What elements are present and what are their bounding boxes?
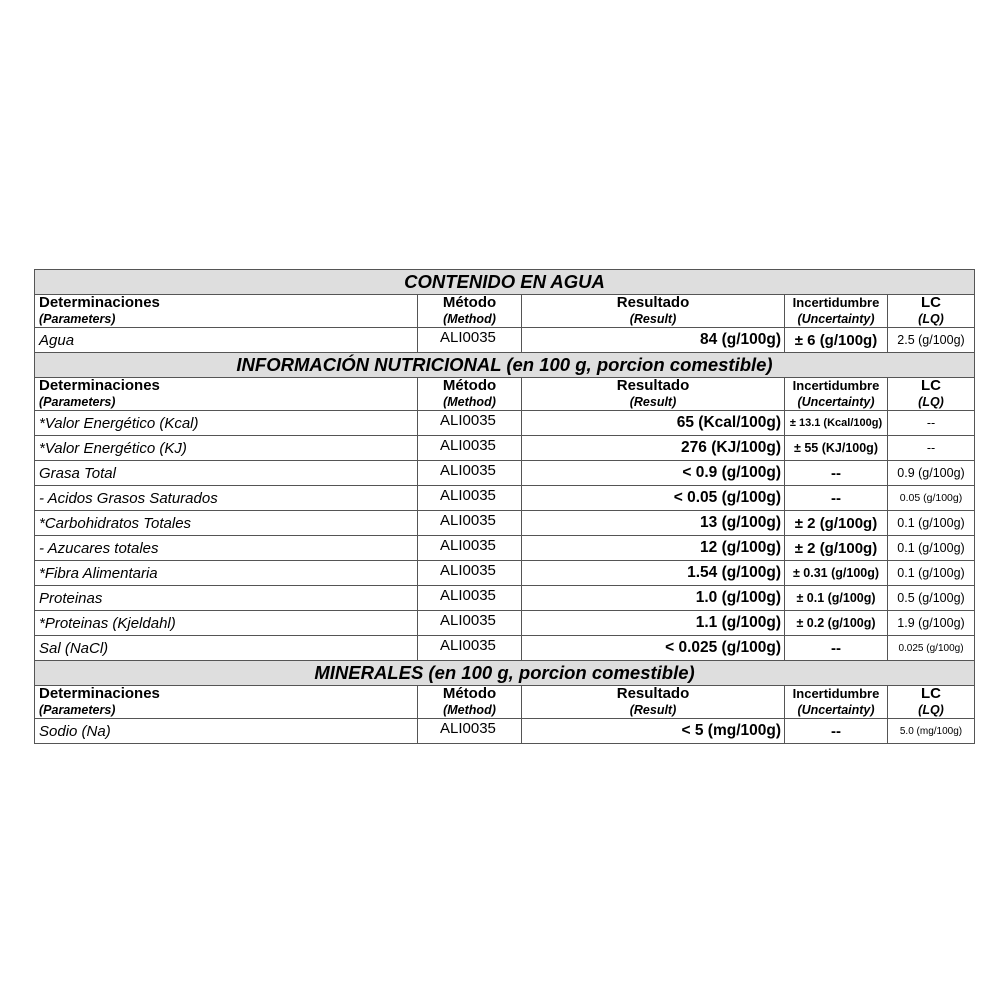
method-cell: ALI0035 (418, 611, 522, 636)
method-label: (Method) (443, 703, 496, 717)
table-row (35, 636, 975, 661)
lc-cell: 0.1 (g/100g) (888, 511, 975, 536)
determinaciones-header-cell (35, 295, 418, 328)
method-cell: ALI0035 (418, 636, 522, 661)
result-label: (Result) (629, 395, 677, 409)
result-label: (Result) (629, 312, 677, 326)
method-cell: ALI0035 (418, 586, 522, 611)
table-row (35, 511, 975, 536)
table-row (35, 719, 975, 744)
parameter-cell: Agua (35, 328, 418, 353)
table-row (35, 536, 975, 561)
resultado-header-cell (522, 378, 785, 411)
result-cell: < 5 (mg/100g) (522, 719, 785, 744)
lc-cell: 0.05 (g/100g) (888, 486, 975, 511)
uncertainty-label: (Uncertainty) (797, 703, 875, 717)
parameter-cell: *Fibra Alimentaria (35, 561, 418, 586)
incertidumbre-header-cell (785, 378, 888, 411)
metodo-header-cell (418, 295, 522, 328)
resultado-header-cell (522, 295, 785, 328)
uncertainty-cell: ± 2 (g/100g) (785, 536, 888, 561)
result-cell: < 0.05 (g/100g) (522, 486, 785, 511)
lc-cell: 0.1 (g/100g) (888, 536, 975, 561)
table-row (35, 328, 975, 353)
parameters-label: (Parameters) (39, 312, 116, 326)
parameter-cell: *Carbohidratos Totales (35, 511, 418, 536)
uncertainty-cell: ± 13.1 (Kcal/100g) (785, 411, 888, 436)
table-row (35, 461, 975, 486)
uncertainty-cell: ± 55 (KJ/100g) (785, 436, 888, 461)
method-cell: ALI0035 (418, 411, 522, 436)
resultado-label: Resultado (616, 685, 690, 702)
method-cell: ALI0035 (418, 561, 522, 586)
lc-cell: 0.025 (g/100g) (888, 636, 975, 661)
lc-cell: 2.5 (g/100g) (888, 328, 975, 353)
metodo-label: Método (442, 294, 497, 311)
lc-header-cell (888, 378, 975, 411)
parameter-cell: *Proteinas (Kjeldahl) (35, 611, 418, 636)
uncertainty-cell: ± 2 (g/100g) (785, 511, 888, 536)
table-row (35, 436, 975, 461)
parameter-cell: *Valor Energético (KJ) (35, 436, 418, 461)
method-cell: ALI0035 (418, 328, 522, 353)
parameter-cell: Sodio (Na) (35, 719, 418, 744)
lc-header-cell (888, 686, 975, 719)
result-cell: 65 (Kcal/100g) (522, 411, 785, 436)
uncertainty-cell: ± 0.2 (g/100g) (785, 611, 888, 636)
result-label: (Result) (629, 703, 677, 717)
lc-cell: 0.5 (g/100g) (888, 586, 975, 611)
method-cell: ALI0035 (418, 436, 522, 461)
resultado-label: Resultado (616, 377, 690, 394)
incertidumbre-header-cell (785, 686, 888, 719)
table-row (35, 411, 975, 436)
result-cell: < 0.025 (g/100g) (522, 636, 785, 661)
analysis-results-body (35, 270, 975, 744)
result-cell: 1.1 (g/100g) (522, 611, 785, 636)
method-label: (Method) (443, 395, 496, 409)
parameters-label: (Parameters) (39, 395, 116, 409)
result-cell: 276 (KJ/100g) (522, 436, 785, 461)
uncertainty-label: (Uncertainty) (797, 312, 875, 326)
analysis-results-table (34, 269, 975, 744)
section-title: MINERALES (en 100 g, porcion comestible) (35, 661, 975, 686)
lc-cell: -- (888, 411, 975, 436)
parameter-cell: Sal (NaCl) (35, 636, 418, 661)
incertidumbre-label: Incertidumbre (792, 686, 880, 701)
parameter-cell: Proteinas (35, 586, 418, 611)
lc-label: LC (921, 685, 941, 702)
incertidumbre-header-cell (785, 295, 888, 328)
parameter-cell: Grasa Total (35, 461, 418, 486)
result-cell: 13 (g/100g) (522, 511, 785, 536)
uncertainty-cell: ± 0.1 (g/100g) (785, 586, 888, 611)
result-cell: < 0.9 (g/100g) (522, 461, 785, 486)
parameter-cell: *Valor Energético (Kcal) (35, 411, 418, 436)
parameter-cell: - Azucares totales (35, 536, 418, 561)
lc-cell: 0.9 (g/100g) (888, 461, 975, 486)
section-title: CONTENIDO EN AGUA (35, 270, 975, 295)
metodo-label: Método (442, 685, 497, 702)
uncertainty-cell: ± 0.31 (g/100g) (785, 561, 888, 586)
section-title-row-minerales (35, 661, 975, 686)
incertidumbre-label: Incertidumbre (792, 295, 880, 310)
lc-label: LC (921, 377, 941, 394)
table-row (35, 561, 975, 586)
uncertainty-label: (Uncertainty) (797, 395, 875, 409)
lq-label: (LQ) (918, 703, 944, 717)
table-row (35, 586, 975, 611)
result-cell: 1.54 (g/100g) (522, 561, 785, 586)
method-cell: ALI0035 (418, 511, 522, 536)
determinaciones-label: Determinaciones (39, 685, 160, 702)
metodo-header-cell (418, 686, 522, 719)
uncertainty-cell: -- (785, 486, 888, 511)
method-cell: ALI0035 (418, 461, 522, 486)
lc-header-cell (888, 295, 975, 328)
lc-cell: 1.9 (g/100g) (888, 611, 975, 636)
resultado-header-cell (522, 686, 785, 719)
result-cell: 1.0 (g/100g) (522, 586, 785, 611)
determinaciones-label: Determinaciones (39, 294, 160, 311)
determinaciones-label: Determinaciones (39, 377, 160, 394)
determinaciones-header-cell (35, 378, 418, 411)
table-row (35, 486, 975, 511)
lc-cell: 0.1 (g/100g) (888, 561, 975, 586)
section-title-row-nutricional (35, 353, 975, 378)
uncertainty-cell: -- (785, 636, 888, 661)
section-title-row-agua (35, 270, 975, 295)
metodo-header-cell (418, 378, 522, 411)
section-title: INFORMACIÓN NUTRICIONAL (en 100 g, porcion comestible) (35, 353, 975, 378)
column-header-row (35, 378, 975, 411)
resultado-label: Resultado (616, 294, 690, 311)
method-label: (Method) (443, 312, 496, 326)
lq-label: (LQ) (918, 312, 944, 326)
uncertainty-cell: ± 6 (g/100g) (785, 328, 888, 353)
method-cell: ALI0035 (418, 536, 522, 561)
column-header-row (35, 295, 975, 328)
lc-cell: -- (888, 436, 975, 461)
uncertainty-cell: -- (785, 461, 888, 486)
lq-label: (LQ) (918, 395, 944, 409)
column-header-row (35, 686, 975, 719)
parameters-label: (Parameters) (39, 703, 116, 717)
parameter-cell: - Acidos Grasos Saturados (35, 486, 418, 511)
method-cell: ALI0035 (418, 486, 522, 511)
lc-cell: 5.0 (mg/100g) (888, 719, 975, 744)
determinaciones-header-cell (35, 686, 418, 719)
uncertainty-cell: -- (785, 719, 888, 744)
result-cell: 12 (g/100g) (522, 536, 785, 561)
incertidumbre-label: Incertidumbre (792, 378, 880, 393)
result-cell: 84 (g/100g) (522, 328, 785, 353)
method-cell: ALI0035 (418, 719, 522, 744)
metodo-label: Método (442, 377, 497, 394)
table-row (35, 611, 975, 636)
lc-label: LC (921, 294, 941, 311)
